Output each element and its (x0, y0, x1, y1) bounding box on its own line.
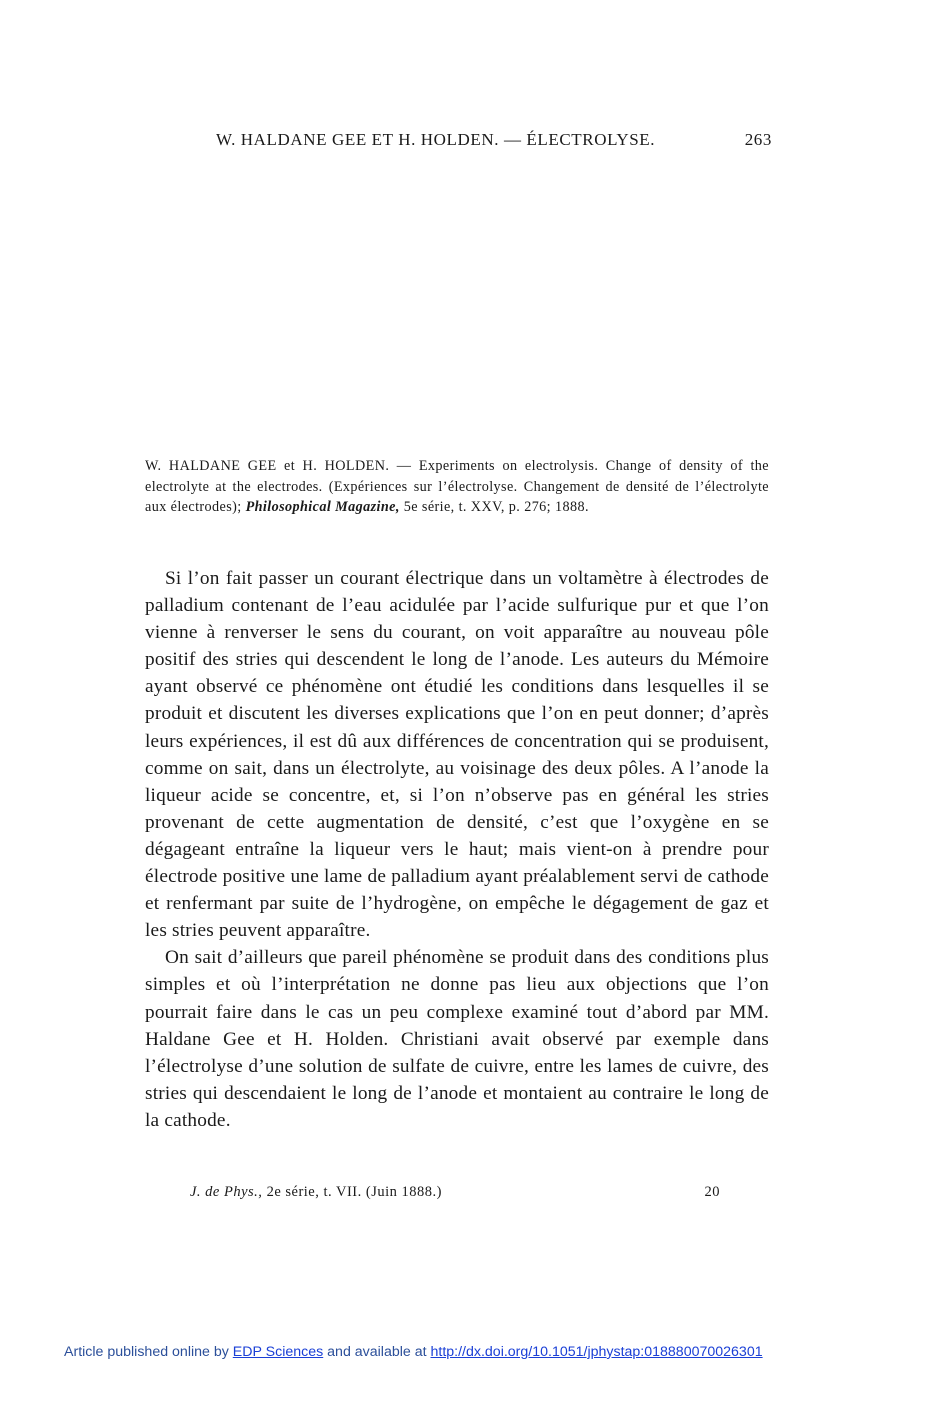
sheet-number: 20 (704, 1184, 720, 1200)
body-paragraph-2: On sait d’ailleurs que pareil phénomène se produit dans des conditions plus simples et où l’interprétation ne donne pas lieu aux objections que l’on pourrait faire dans le cas un peu complexe examiné tout d’abord par MM. Haldane Gee et H. Holden. Christiani avait observé par exemple dans l’électrolyse d’une solution de sulfate de cuivre, entre les lames de cuivre, des stries qui descendaient le long de l’anode et montaient au contraire le long de la cathode. (145, 947, 769, 1131)
edp-sciences-link[interactable]: EDP Sciences (232, 1344, 324, 1360)
running-head (160, 130, 772, 160)
page-number: 263 (744, 130, 772, 149)
reference-title: — Experiments on electrolysis. Change of density of the electrolyte at the electrodes. (Expériences sur l’électrolyse. Changement de densité de l’électrolyte aux électrodes); (145, 458, 769, 516)
publisher-middle: and available at (323, 1344, 431, 1360)
reference-journal: Philosophical Magazine, (245, 499, 400, 516)
article-body (145, 565, 769, 1134)
publisher-notice (64, 1344, 763, 1360)
journal-details: 2e série, t. VII. (Juin 1888.) (262, 1184, 442, 1200)
sheet-footer (190, 1184, 720, 1208)
bibliographic-reference (145, 456, 769, 518)
reference-details: 5e série, t. XXV, p. 276; 1888. (399, 499, 589, 516)
running-head-title: W. HALDANE GEE ET H. HOLDEN. — ÉLECTROLYSE. (216, 130, 656, 149)
reference-authors: W. HALDANE GEE et H. HOLDEN. (145, 458, 390, 474)
publisher-prefix: Article published online by (64, 1344, 233, 1360)
journal-abbrev: J. de Phys., (190, 1184, 263, 1200)
doi-link[interactable]: http://dx.doi.org/10.1051/jphystap:018880070026301 (430, 1344, 763, 1360)
body-paragraph-1: Si l’on fait passer un courant électrique dans un voltamètre à électrodes de palladium contenant de l’eau acidulée par l’acide sulfurique pur et que l’on vienne à renverser le sens du courant, on voit apparaître au nouveau pôle positif des stries qui descendent le long de l’anode. Les auteurs du Mémoire ayant observé ce phénomène ont étudié les conditions dans lesquelles il se produit et discutent les diverses explications que l’on en peut donner; d’après leurs expériences, il est dû aux différences de concentration qui se produisent, comme on sait, dans un électrolyte, au voisinage des deux pôles. A l’anode la liqueur acide se concentre, et, si l’on n’observe pas en général les stries provenant de cette augmentation de densité, c’est que l’oxygène en se dégageant entraîne la liqueur vers le haut; mais vient-on à prendre pour électrode positive une lame de palladium ayant préalablement servi de cathode et renfermant par suite de l’hydrogène, on empêche le dégagement de gaz et les stries peuvent apparaître. (145, 568, 769, 942)
journal-reference (190, 1184, 442, 1201)
